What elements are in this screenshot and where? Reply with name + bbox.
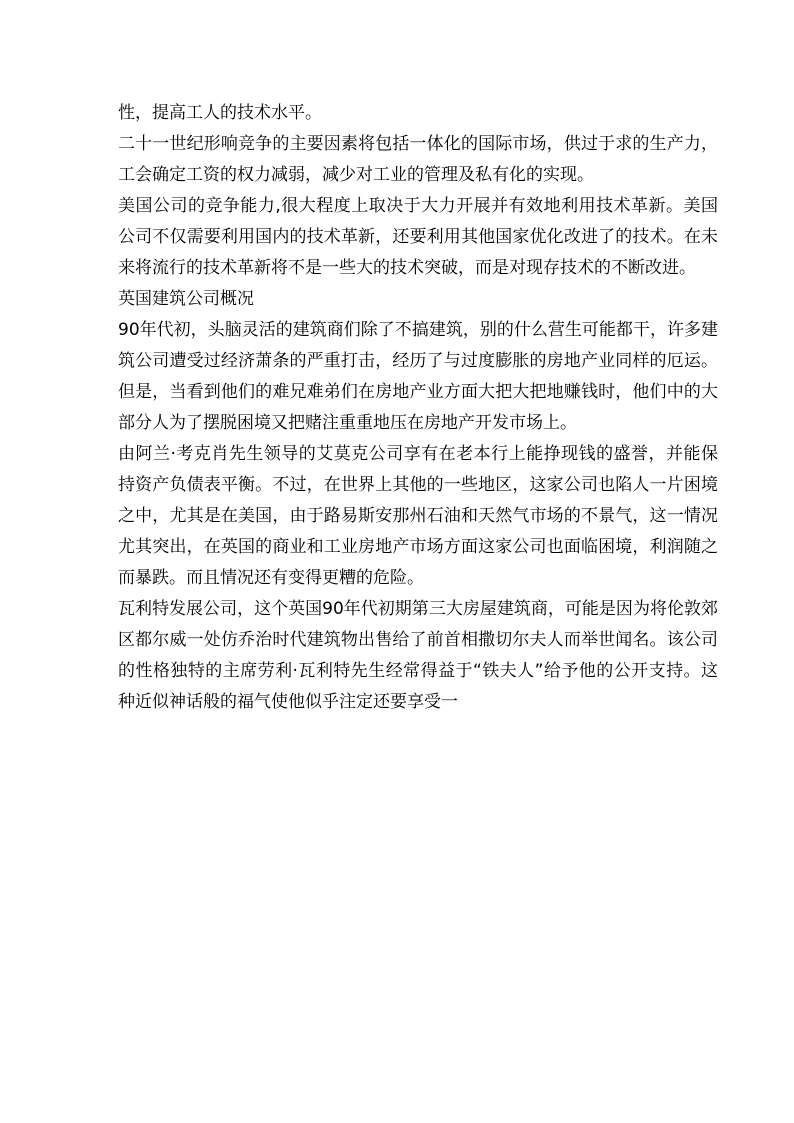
paragraph-6: 瓦利特发展公司，这个英国90年代初期第三大房屋建筑商，可能是因为将伦敦郊区都尔威一处仿乔治时代建筑物出售给了前首相撒切尔夫人而举世闻名。该公司的性格独特的主席劳利·瓦利特先生经常得益于“铁夫人”给予他的公开支持。这种近似神话般的福气使他似乎注定还要享受一 (118, 599, 718, 712)
paragraph-3: 美国公司的竞争能力,很大程度上取决于大力开展并有效地利用技术革新。美国公司不仅需要利用国内的技术革新，还要利用其他国家优化改进了的技术。在未来将流行的技术革新将不是一些大的技术突破，而是对现存技术的不断改进。 (118, 196, 718, 278)
section-heading: 英国建筑公司概况 (118, 289, 254, 309)
paragraph-5: 由阿兰·考克肖先生领导的艾莫克公司享有在老本行上能挣现钱的盛誉，并能保持资产负债表平衡。不过，在世界上其他的一些地区，这家公司也陷人一片困境之中，尤其是在美国，由于路易斯安那州石油和天然气市场的不景气，这一情况尤其突出，在英国的商业和工业房地产市场方面这家公司也面临困境，利润随之而暴跌。而且情况还有变得更糟的危险。 (118, 444, 718, 588)
paragraph-1: 性，提高工人的技术水平。 (118, 103, 322, 123)
paragraph-4: 90年代初，头脑灵活的建筑商们除了不搞建筑，别的什么营生可能都干，许多建筑公司遭受过经济萧条的严重打击，经历了与过度膨胀的房地产业同样的厄运。但是，当看到他们的难兄难弟们在房地产业方面大把大把地赚钱时，他们中的大部分人为了摆脱困境又把赌注重重地压在房地产开发市场上。 (118, 320, 718, 433)
paragraph-2: 二十一世纪形响竞争的主要因素将包括一体化的国际市场，供过于求的生产力，工会确定工资的权力减弱，减少对工业的管理及私有化的实现。 (118, 134, 718, 185)
document-body (118, 98, 718, 718)
